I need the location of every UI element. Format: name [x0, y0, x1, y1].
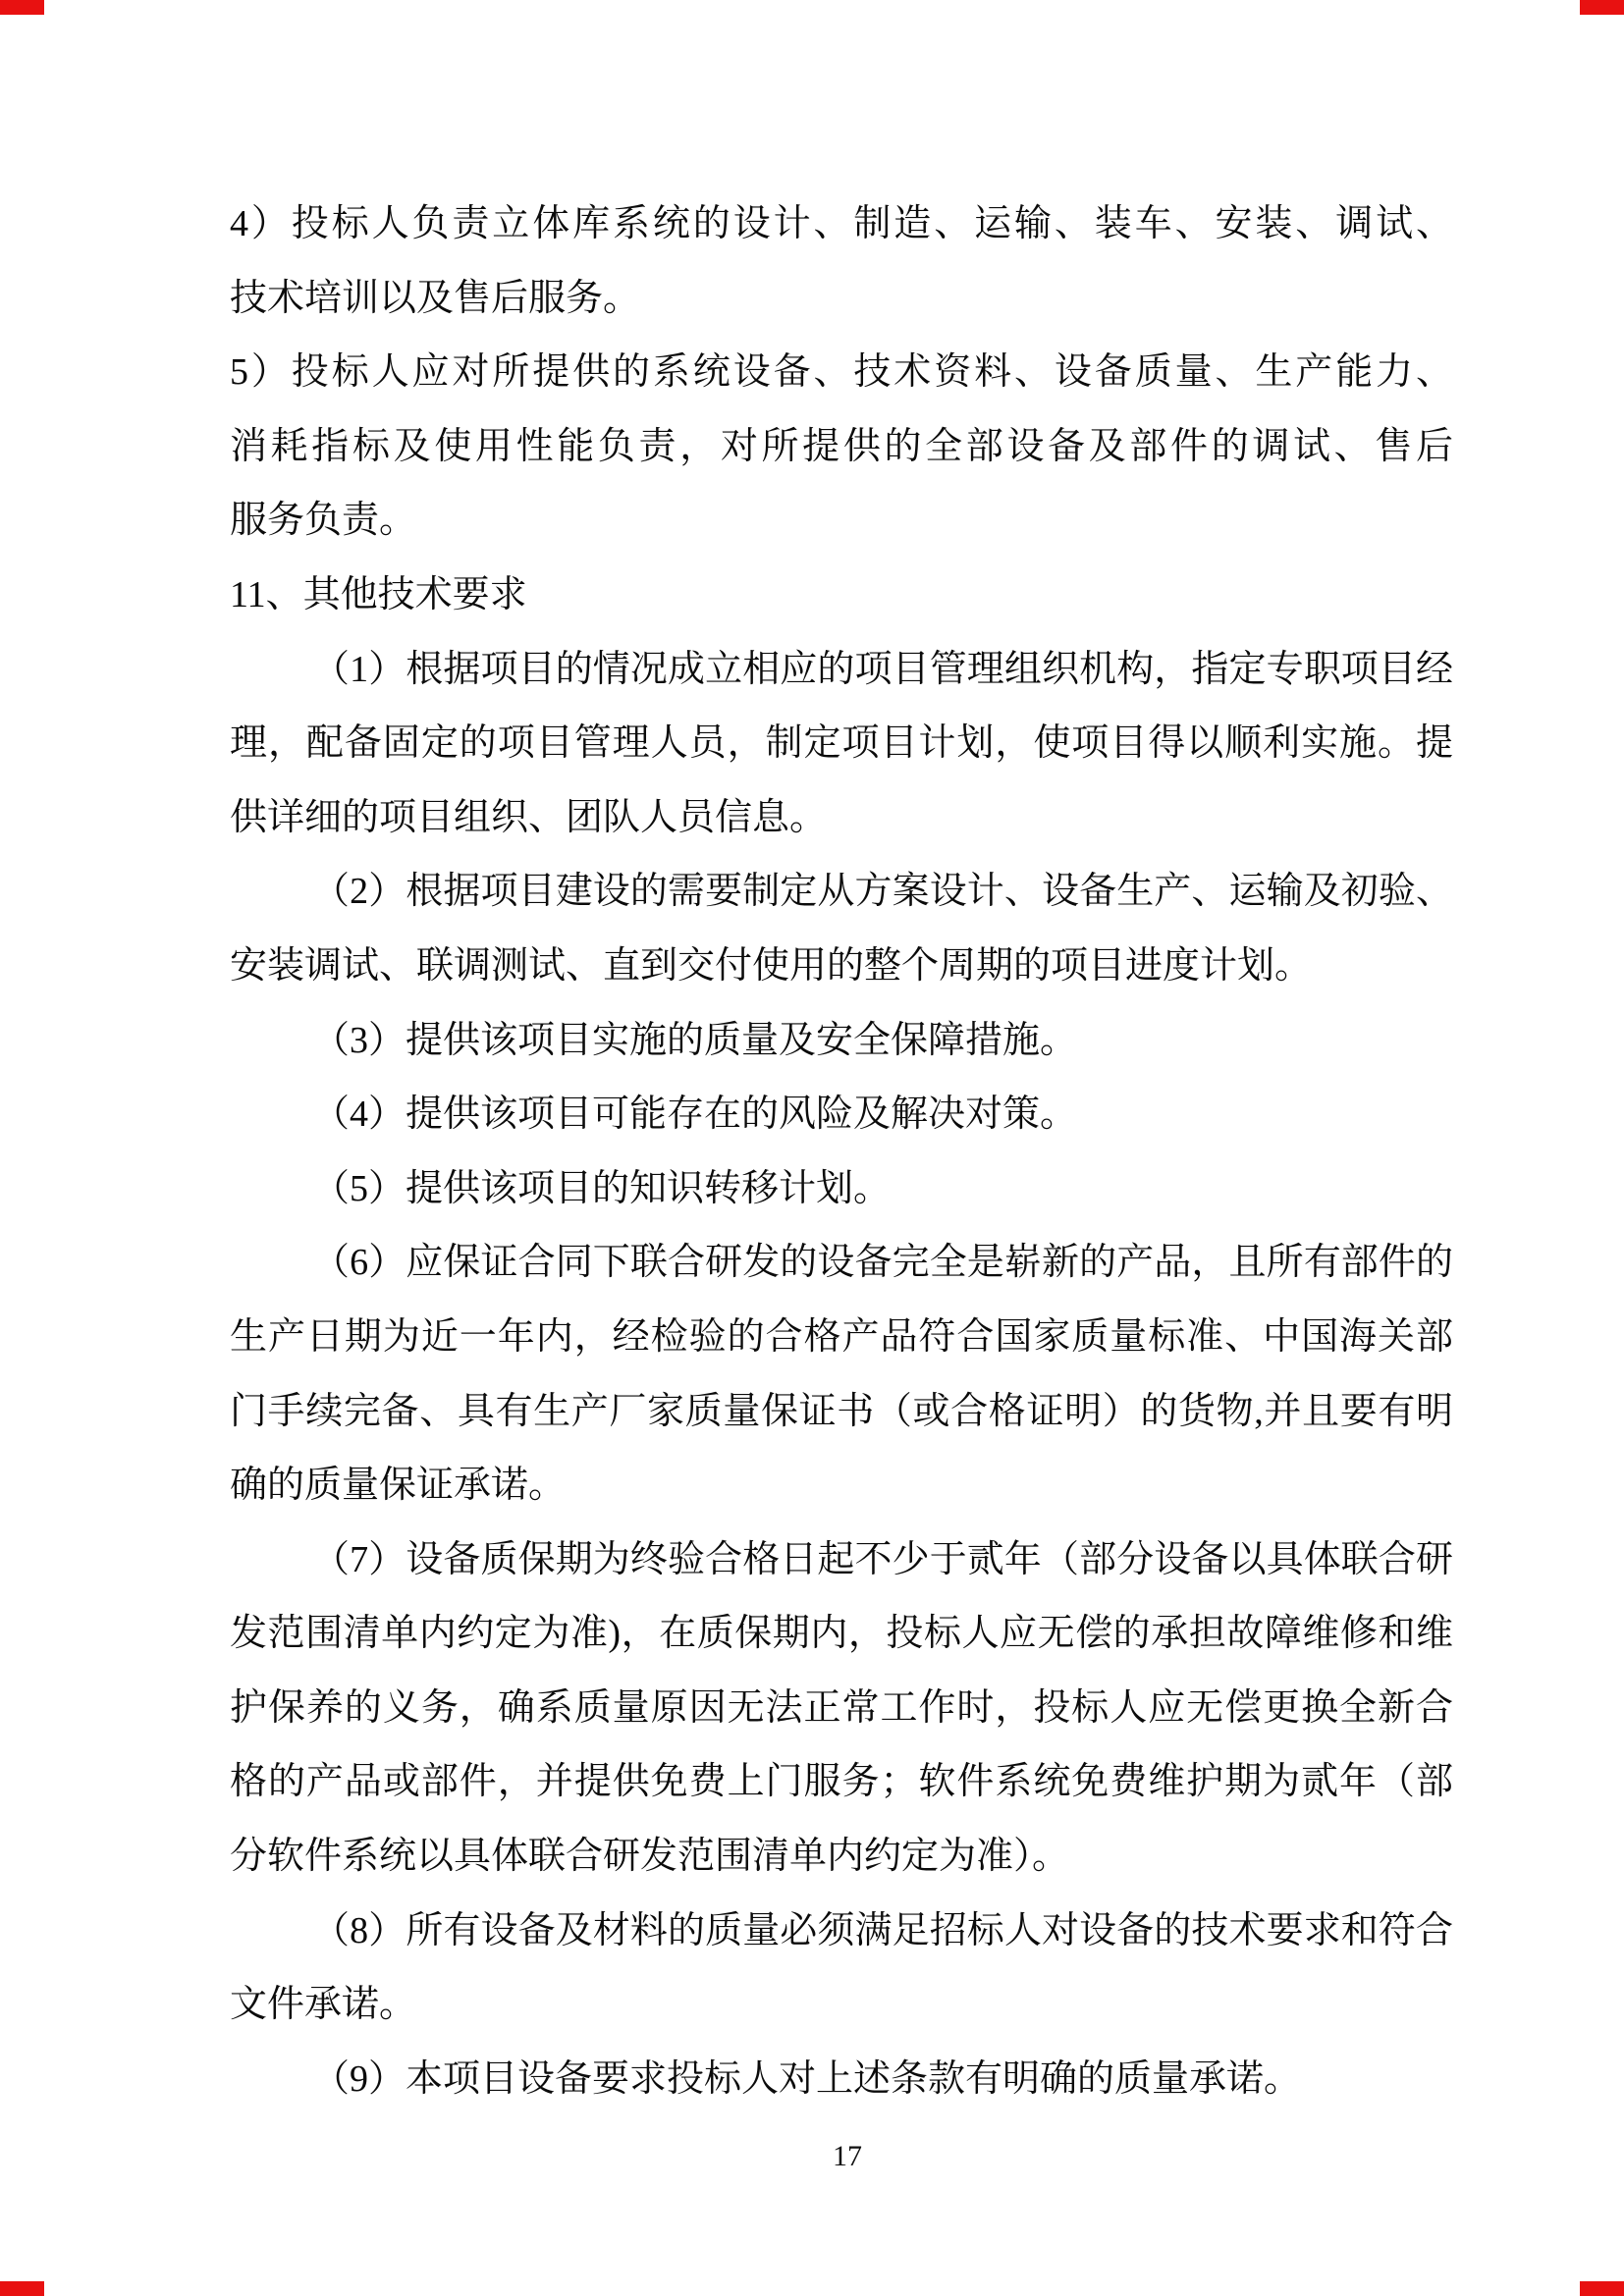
text-line: （7）设备质保期为终验合格日起不少于贰年（部分设备以具体联合研 — [312, 1538, 1453, 1580]
text-line: （1）根据项目的情况成立相应的项目管理组织机构，指定专职项目经 — [312, 648, 1453, 690]
text-line: 消耗指标及使用性能负责，对所提供的全部设备及部件的调试、售后 — [230, 425, 1453, 467]
text-line: （6）应保证合同下联合研发的设备完全是崭新的产品，且所有部件的 — [312, 1242, 1453, 1284]
text-line: 确的质量保证承诺。 — [230, 1465, 567, 1507]
corner-mark-bottom-right — [1580, 2281, 1624, 2296]
page-number: 17 — [833, 2140, 862, 2172]
text-line: 安装调试、联调测试、直到交付使用的整个周期的项目进度计划。 — [230, 944, 1313, 987]
text-line: （3）提供该项目实施的质量及安全保障措施。 — [312, 1019, 1078, 1061]
text-line: 服务负责。 — [230, 500, 417, 542]
text-line: 文件承诺。 — [230, 1984, 417, 2026]
document-body — [230, 187, 1453, 2116]
text-line: 5）投标人应对所提供的系统设备、技术资料、设备质量、生产能力、 — [230, 351, 1453, 394]
text-line: 4）投标人负责立体库系统的设计、制造、运输、装车、安装、调试、 — [230, 203, 1453, 244]
text-line: 技术培训以及售后服务。 — [230, 277, 641, 319]
text-line: 护保养的义务，确系质量原因无法正常工作时，投标人应无偿更换全新合 — [230, 1686, 1453, 1729]
text-line: （9）本项目设备要求投标人对上述条款有明确的质量承诺。 — [312, 2057, 1302, 2100]
text-line: 供详细的项目组织、团队人员信息。 — [230, 796, 828, 838]
text-line: 11、其他技术要求 — [230, 573, 527, 615]
text-line: 分软件系统以具体联合研发范围清单内约定为准）。 — [230, 1836, 1070, 1878]
corner-mark-top-right — [1580, 0, 1624, 15]
text-line: 门手续完备、具有生产厂家质量保证书（或合格证明）的货物,并且要有明 — [230, 1390, 1453, 1432]
text-line: （5）提供该项目的知识转移计划。 — [312, 1167, 892, 1209]
text-line: （4）提供该项目可能存在的风险及解决对策。 — [312, 1094, 1078, 1136]
text-line: 生产日期为近一年内，经检验的合格产品符合国家质量标准、中国海关部 — [230, 1315, 1453, 1358]
text-line: （8）所有设备及材料的质量必须满足招标人对设备的技术要求和符合 — [312, 1909, 1453, 1951]
text-line: （2）根据项目建设的需要制定从方案设计、设备生产、运输及初验、 — [312, 871, 1453, 913]
corner-mark-bottom-left — [0, 2281, 44, 2296]
text-line: 发范围清单内约定为准)，在质保期内，投标人应无偿的承担故障维修和维 — [230, 1613, 1453, 1655]
text-line: 理，配备固定的项目管理人员，制定项目计划，使项目得以顺利实施。提 — [230, 722, 1453, 765]
corner-mark-top-left — [0, 0, 44, 15]
text-line: 格的产品或部件，并提供免费上门服务；软件系统免费维护期为贰年（部 — [230, 1761, 1453, 1803]
